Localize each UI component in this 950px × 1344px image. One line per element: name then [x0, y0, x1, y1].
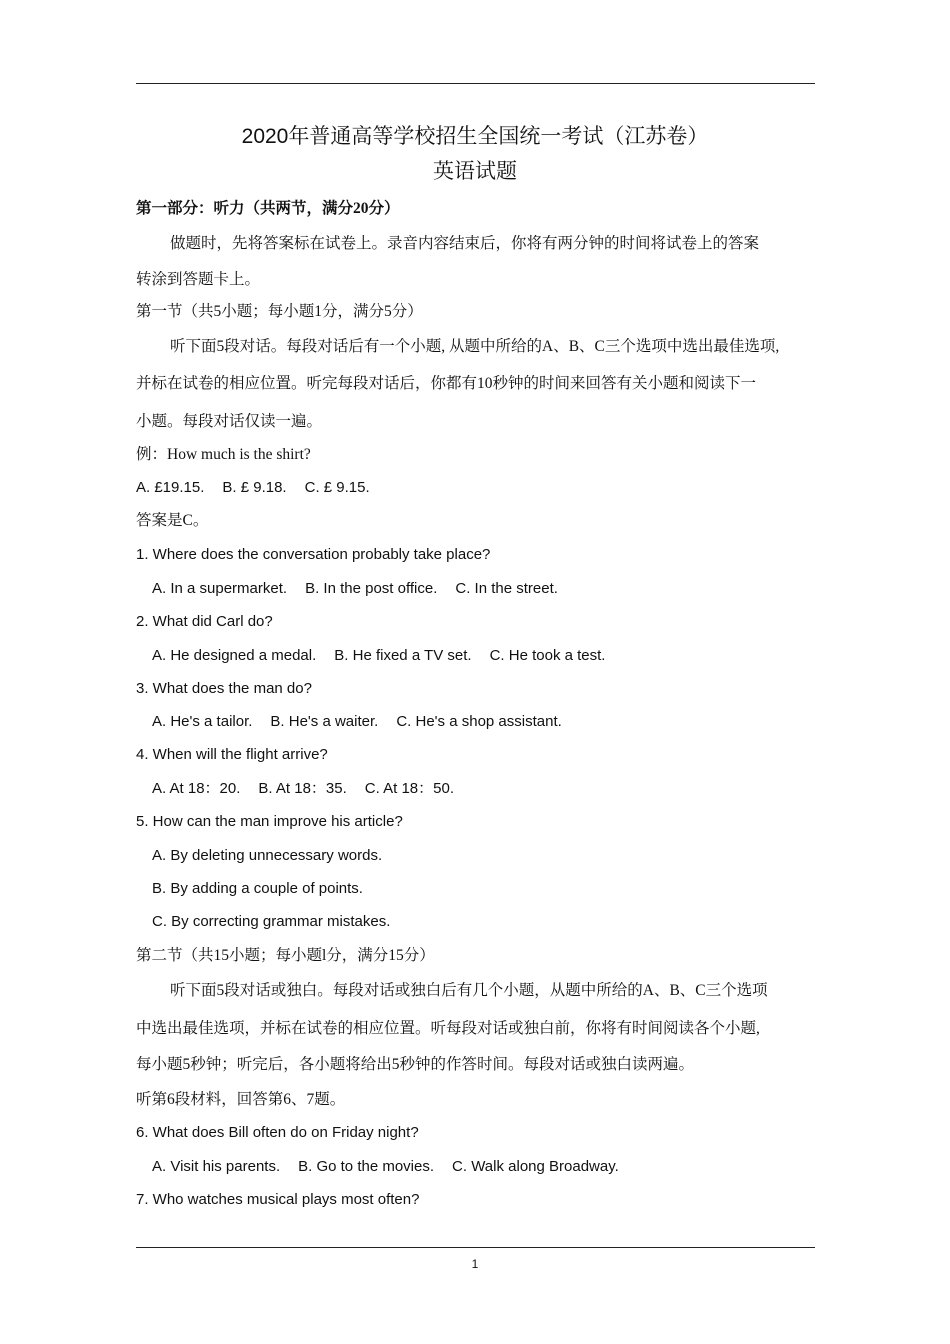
example-options [136, 478, 388, 498]
question-2: 2. What did Carl do? [136, 613, 273, 630]
q6-option-b: B. Go to the movies. [298, 1158, 435, 1175]
q1-option-c: C. In the street. [455, 580, 558, 597]
example-answer: 答案是C。 [136, 512, 209, 529]
section1-instr-3: 小题。每段对话仅读一遍。 [136, 413, 323, 430]
q4-option-b: B. At 18：35. [258, 780, 347, 797]
question-1: 1. Where does the conversation probably take place? [136, 546, 491, 563]
page-number: 1 [471, 1257, 479, 1271]
section2-material: 听第6段材料，回答第6、7题。 [136, 1091, 346, 1108]
question-6-options [152, 1157, 637, 1177]
q4-option-c: C. At 18：50. [364, 780, 454, 797]
intro-line-1: 做题时，先将答案标在试卷上。录音内容结束后，你将有两分钟的时间将试卷上的答案 [170, 235, 760, 252]
q5-option-b: B. By adding a couple of points. [152, 880, 363, 897]
section2-instr-2: 中选出最佳选项，并标在试卷的相应位置。听每段对话或独白前，你将有时间阅读各个小题, [136, 1020, 760, 1037]
section1-instr-2: 并标在试卷的相应位置。听完每段对话后，你都有10秒钟的时间来回答有关小题和阅读下一 [136, 375, 757, 392]
q3-option-a: A. He's a tailor. [152, 713, 253, 730]
question-2-options [152, 646, 623, 666]
question-4: 4. When will the flight arrive? [136, 746, 328, 763]
question-4-options [152, 779, 472, 799]
question-3: 3. What does the man do? [136, 680, 312, 697]
example-option-b: B. £ 9.18. [222, 479, 287, 496]
section2-instr-3: 每小题5秒钟；听完后，各小题将给出5秒钟的作答时间。每段对话或独白读两遍。 [136, 1056, 695, 1073]
question-1-options [152, 579, 576, 599]
question-6: 6. What does Bill often do on Friday night? [136, 1124, 419, 1141]
question-7: 7. Who watches musical plays most often? [136, 1191, 420, 1208]
question-3-options [152, 712, 580, 732]
q2-option-c: C. He took a test. [489, 647, 606, 664]
section1-instr-1: 听下面5段对话。每段对话后有一个小题, 从题中所给的A、B、C三个选项中选出最佳选项, [170, 338, 780, 355]
section1-heading: 第一节（共5小题；每小题1分，满分5分） [136, 303, 423, 320]
example-option-a: A. £19.15. [136, 479, 205, 496]
example-option-c: C. £ 9.15. [304, 479, 370, 496]
question-5: 5. How can the man improve his article? [136, 813, 403, 830]
q1-option-a: A. In a supermarket. [152, 580, 288, 597]
example-question: 例：How much is the shirt? [136, 446, 311, 463]
exam-title: 2020年普通高等学校招生全国统一考试（江苏卷） [241, 125, 709, 148]
q3-option-b: B. He's a waiter. [270, 713, 379, 730]
section2-heading: 第二节（共15小题；每小题l分，满分15分） [136, 947, 435, 964]
q5-option-a: A. By deleting unnecessary words. [152, 847, 383, 864]
header-rule [136, 83, 815, 84]
q1-option-b: B. In the post office. [305, 580, 438, 597]
q6-option-a: A. Visit his parents. [152, 1158, 281, 1175]
part1-heading: 第一部分：听力（共两节，满分20分） [136, 200, 400, 217]
footer-rule [136, 1247, 815, 1248]
q6-option-c: C. Walk along Broadway. [452, 1158, 619, 1175]
intro-line-2: 转涂到答题卡上。 [136, 271, 261, 288]
section2-instr-1: 听下面5段对话或独白。每段对话或独白后有几个小题，从题中所给的A、B、C三个选项 [170, 982, 768, 999]
q2-option-a: A. He designed a medal. [152, 647, 317, 664]
q3-option-c: C. He's a shop assistant. [396, 713, 562, 730]
exam-subtitle: 英语试题 [433, 160, 517, 183]
q4-option-a: A. At 18：20. [152, 780, 241, 797]
q5-option-c: C. By correcting grammar mistakes. [152, 913, 391, 930]
q2-option-b: B. He fixed a TV set. [334, 647, 472, 664]
